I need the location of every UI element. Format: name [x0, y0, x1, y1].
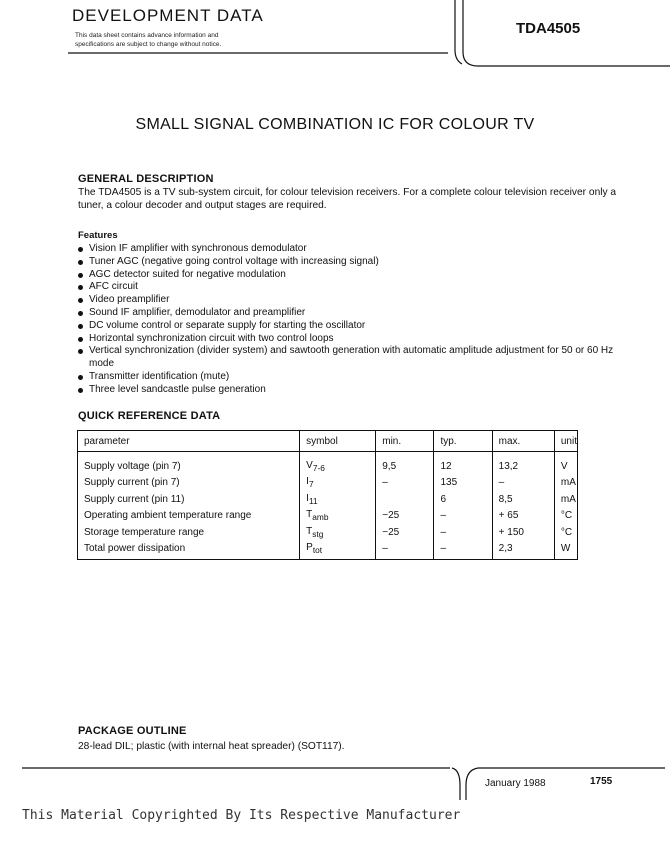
cell-min: – [376, 541, 434, 560]
cell-typ: – [434, 541, 492, 560]
column-header-parameter: parameter [78, 431, 300, 452]
cell-typ: 6 [434, 491, 492, 508]
cell-max: – [492, 475, 554, 492]
cell-unit: °C [554, 524, 577, 541]
feature-item: AFC circuit [78, 281, 618, 294]
table-row [78, 491, 578, 508]
symbol-main: I [306, 492, 309, 504]
symbol-main: T [306, 525, 313, 537]
feature-item: Vertical synchronization (divider system) and sawtooth generation with automatic amplitude adjustment for 50 or 60 Hz mode [78, 345, 618, 371]
cell-typ: 12 [434, 452, 492, 475]
cell-min: – [376, 475, 434, 492]
feature-item: AGC detector suited for negative modulation [78, 269, 618, 282]
feature-item: Three level sandcastle pulse generation [78, 384, 618, 397]
cell-unit: °C [554, 508, 577, 525]
symbol-main: I [306, 476, 309, 488]
header-note-line1: This data sheet contains advance information and [75, 32, 219, 39]
cell-max: 8,5 [492, 491, 554, 508]
cell-parameter: Supply current (pin 7) [78, 475, 300, 492]
cell-typ: – [434, 508, 492, 525]
cell-symbol [300, 491, 376, 508]
feature-item: Transmitter identification (mute) [78, 371, 618, 384]
features-list [78, 243, 618, 397]
symbol-subscript: 11 [308, 495, 318, 506]
feature-item: Sound IF amplifier, demodulator and preamplifier [78, 307, 618, 320]
symbol-main: T [306, 509, 313, 521]
package-outline-heading: PACKAGE OUTLINE [78, 725, 187, 737]
feature-item: Tuner AGC (negative going control voltage with increasing signal) [78, 256, 618, 269]
table-row [78, 541, 578, 560]
header-title: DEVELOPMENT DATA [72, 6, 264, 25]
page-number: 1755 [590, 776, 613, 787]
cell-parameter: Supply current (pin 11) [78, 491, 300, 508]
copyright-notice: This Material Copyrighted By Its Respective Manufacturer [22, 808, 461, 823]
cell-max: 2,3 [492, 541, 554, 560]
cell-unit: V [554, 452, 577, 475]
column-header-typ: typ. [434, 431, 492, 452]
general-description-text: The TDA4505 is a TV sub-system circuit, for colour television receivers. For a complete colour television receiver only a tuner, a colour decoder and output stages are required. [78, 187, 617, 211]
cell-parameter: Operating ambient temperature range [78, 508, 300, 525]
cell-symbol [300, 452, 376, 475]
symbol-main: P [306, 542, 313, 554]
symbol-main: V [306, 459, 313, 471]
table-row [78, 508, 578, 525]
cell-symbol [300, 524, 376, 541]
package-outline-text: 28-lead DIL; plastic (with internal heat spreader) (SOT117). [78, 741, 345, 752]
header-note [75, 31, 305, 49]
symbol-subscript: 7-6 [312, 462, 325, 473]
feature-item: Horizontal synchronization circuit with two control loops [78, 333, 618, 346]
header-note-line2: specifications are subject to change without notice. [75, 41, 222, 48]
cell-min: −25 [376, 524, 434, 541]
part-number: TDA4505 [516, 20, 581, 37]
column-header-unit: unit [554, 431, 577, 452]
cell-symbol [300, 508, 376, 525]
cell-typ: 135 [434, 475, 492, 492]
cell-max: + 150 [492, 524, 554, 541]
feature-item: Video preamplifier [78, 294, 618, 307]
table-row [78, 452, 578, 475]
quick-reference-heading: QUICK REFERENCE DATA [78, 410, 221, 422]
feature-item: Vision IF amplifier with synchronous demodulator [78, 243, 618, 256]
cell-parameter: Supply voltage (pin 7) [78, 452, 300, 475]
cell-symbol [300, 541, 376, 560]
table-row [78, 475, 578, 492]
symbol-subscript: 7 [308, 479, 314, 490]
cell-min: −25 [376, 508, 434, 525]
cell-min: 9,5 [376, 452, 434, 475]
quick-reference-table [77, 430, 578, 560]
cell-min [376, 491, 434, 508]
feature-item: DC volume control or separate supply for starting the oscillator [78, 320, 618, 333]
cell-unit: W [554, 541, 577, 560]
column-header-min: min. [376, 431, 434, 452]
symbol-subscript: tot [312, 545, 323, 556]
table-row [78, 524, 578, 541]
column-header-max: max. [492, 431, 554, 452]
cell-parameter: Total power dissipation [78, 541, 300, 560]
table-header-row [78, 431, 578, 452]
cell-parameter: Storage temperature range [78, 524, 300, 541]
symbol-subscript: amb [312, 512, 329, 523]
symbol-subscript: stg [312, 528, 324, 539]
page-title: SMALL SIGNAL COMBINATION IC FOR COLOUR TV [135, 116, 535, 133]
cell-typ: – [434, 524, 492, 541]
general-description-heading: GENERAL DESCRIPTION [78, 173, 214, 185]
features-heading: Features [78, 230, 118, 241]
cell-unit: mA [554, 475, 577, 492]
footer-date: January 1988 [485, 778, 546, 789]
cell-max: + 65 [492, 508, 554, 525]
cell-max: 13,2 [492, 452, 554, 475]
cell-symbol [300, 475, 376, 492]
cell-unit: mA [554, 491, 577, 508]
column-header-symbol: symbol [300, 431, 376, 452]
